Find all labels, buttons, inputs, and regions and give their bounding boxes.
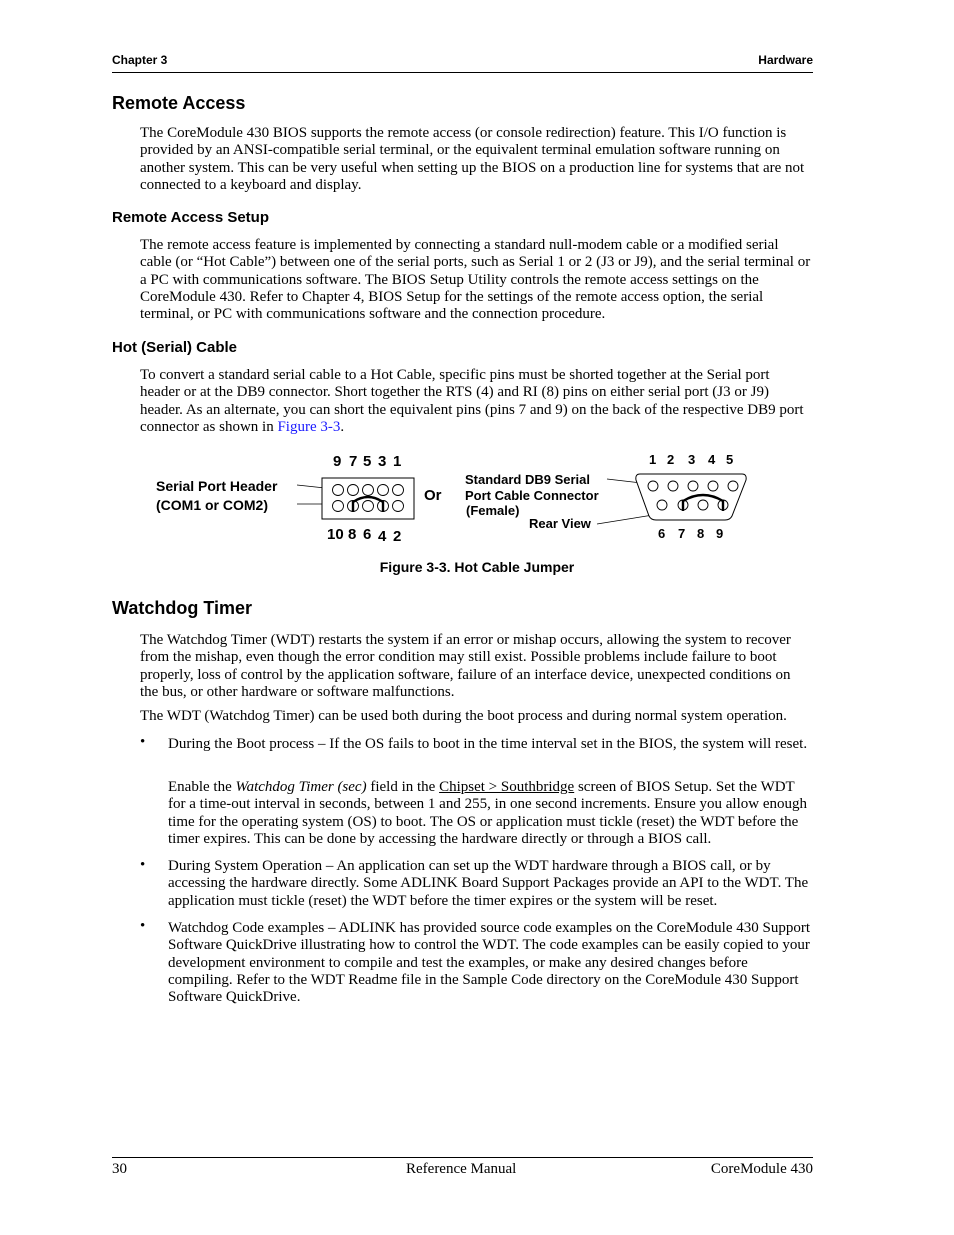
bullet-1-sub-text-b: field in the bbox=[366, 779, 440, 795]
bullet-2-text: During System Operation – An application can set up the WDT hardware through a BIOS call, or by accessing the hardware directly. Some ADLINK Board Support Packages provide an API to the WDT. The application must tickle (reset) the WDT before the timer expires or the system will be reset. bbox=[168, 858, 809, 909]
header-pin-9: 9 bbox=[333, 453, 342, 470]
header-section: Hardware bbox=[758, 53, 813, 67]
heading-remote-access-setup: Remote Access Setup bbox=[112, 209, 270, 226]
db9-pin-hole-3 bbox=[688, 481, 698, 491]
db9-pin-2: 2 bbox=[667, 452, 675, 467]
header-pin-hole-9 bbox=[333, 485, 344, 496]
header-pin-hole-3 bbox=[378, 485, 389, 496]
rear-view-leader-line bbox=[597, 515, 653, 524]
watchdog-paragraph-1: The Watchdog Timer (WDT) restarts the system if an error or mishap occurs, allowing the system to recover from the mishap, even though the error condition may still exist. Possible problems include failure to boot properly, loss of control by the application software, failure of an interface device, unexpected conditions on the bus, or other hardware or software malfunctions. bbox=[140, 632, 791, 700]
db9-pin-5: 5 bbox=[726, 452, 734, 467]
header-pin-hole-1 bbox=[393, 485, 404, 496]
header-pin-5: 5 bbox=[363, 453, 372, 470]
header-pin-6: 6 bbox=[363, 526, 372, 543]
header-label-line2: (COM1 or COM2) bbox=[156, 497, 268, 513]
header-leader-line-1 bbox=[297, 485, 325, 488]
db9-pin-9: 9 bbox=[716, 526, 724, 541]
rear-view-label: Rear View bbox=[529, 516, 591, 531]
header-pin-1: 1 bbox=[393, 453, 402, 470]
header-pin-3: 3 bbox=[378, 453, 387, 470]
footer-page-number: 30 bbox=[112, 1161, 127, 1177]
db9-pin-1: 1 bbox=[649, 452, 657, 467]
header-pin-hole-6 bbox=[363, 501, 374, 512]
hot-cable-paragraph bbox=[140, 367, 812, 436]
heading-remote-access: Remote Access bbox=[112, 93, 246, 113]
bullet-3-text: Watchdog Code examples – ADLINK has provided source code examples on the CoreModule 430 Support Software QuickDrive illustrating how to control the WDT. The code examples can be easily copied to your development environment to compile and test the examples, or make any desired changes before compiling. Refer to the WDT Readme file in the Sample Code directory on the CoreModule 430 Support Software QuickDrive. bbox=[168, 920, 810, 1006]
db9-label-line3: (Female) bbox=[466, 503, 520, 518]
header-pin-2: 2 bbox=[393, 528, 402, 545]
db9-pin-3: 3 bbox=[688, 452, 696, 467]
db9-pin-hole-1 bbox=[648, 481, 658, 491]
header-pin-hole-10 bbox=[333, 501, 344, 512]
header-chapter: Chapter 3 bbox=[112, 53, 168, 67]
bullet-1-subparagraph bbox=[168, 779, 814, 848]
header-pin-hole-2 bbox=[393, 501, 404, 512]
db9-pin-6: 6 bbox=[658, 526, 666, 541]
header-pin-10: 10 bbox=[327, 526, 344, 543]
db9-label-line1: Standard DB9 Serial bbox=[465, 472, 590, 487]
bullet-1-text: During the Boot process – If the OS fails to boot in the time interval set in the BIOS, the system will reset. bbox=[168, 736, 808, 752]
hot-cable-text-end: . bbox=[340, 418, 345, 435]
footer-doc-title: Reference Manual bbox=[406, 1161, 517, 1177]
chipset-southbridge-path: Chipset > Southbridge bbox=[439, 779, 575, 795]
remote-access-setup-paragraph: The remote access feature is implemented by connecting a standard null-modem cable or a modified serial cable (or “Hot Cable”) between one of the serial ports, such as Serial 1 or 2 (J3 or J9), and the serial terminal or a PC with communications software. The BIOS Setup Utility controls the remote access settings on the CoreModule 430. Refer to Chapter 4, BIOS Setup for the settings of the remote access option, the serial terminal, or PC with communications software and the connection procedure. bbox=[140, 237, 811, 323]
bullet-1-marker: • bbox=[140, 734, 146, 750]
db9-pin-hole-6 bbox=[657, 500, 667, 510]
header-label-line1: Serial Port Header bbox=[156, 478, 278, 494]
header-pin-4: 4 bbox=[378, 528, 387, 545]
db9-pin-8: 8 bbox=[697, 526, 705, 541]
page-footer bbox=[112, 1157, 813, 1182]
heading-hot-cable: Hot (Serial) Cable bbox=[112, 339, 238, 356]
bullet-3-marker: • bbox=[140, 918, 146, 934]
hot-cable-diagram bbox=[150, 448, 760, 548]
heading-watchdog-timer: Watchdog Timer bbox=[112, 598, 253, 618]
figure-3-3-link[interactable]: Figure 3-3 bbox=[277, 418, 341, 435]
bullet-2-marker: • bbox=[140, 857, 146, 873]
watchdog-field-name: Watchdog Timer (sec) bbox=[235, 779, 367, 795]
db9-pin-7: 7 bbox=[678, 526, 686, 541]
header-pin-8: 8 bbox=[348, 526, 357, 543]
page-header bbox=[112, 52, 813, 73]
db9-pin-hole-8 bbox=[698, 500, 708, 510]
bullet-1-sub-text-c: screen of BIOS Setup. Set the WDT for a time-out interval in seconds, between 1 and 255, in one second increments. Ensure you allow enough time for the operating system (OS) to boot. The OS or application must tickle (reset) the WDT before the timer expires. This can be done by accessing the hardware directly or through a BIOS call. bbox=[168, 779, 807, 847]
footer-product-name: CoreModule 430 bbox=[710, 1161, 813, 1177]
hot-cable-text: To convert a standard serial cable to a Hot Cable, specific pins must be shorted together at the Serial port header or at the DB9 connector. Short together the RTS (4) and RI (8) pins on either serial port (J3 or J9) header. As an alternate, you can short the equivalent pins (pins 7 and 9) on the back of the respective DB9 port connector as shown in bbox=[140, 367, 804, 435]
db9-pin-4: 4 bbox=[708, 452, 716, 467]
db9-label-line2: Port Cable Connector bbox=[465, 488, 599, 503]
db9-pin-hole-4 bbox=[708, 481, 718, 491]
watchdog-paragraph-2: The WDT (Watchdog Timer) can be used both during the boot process and during normal system operation. bbox=[140, 708, 787, 724]
header-pin-hole-5 bbox=[363, 485, 374, 496]
db9-pin-hole-5 bbox=[728, 481, 738, 491]
hot-cable-figure bbox=[150, 448, 760, 548]
or-label: Or bbox=[424, 487, 442, 504]
db9-pin-hole-2 bbox=[668, 481, 678, 491]
figure-caption: Figure 3-3. Hot Cable Jumper bbox=[379, 559, 575, 575]
header-pin-hole-7 bbox=[348, 485, 359, 496]
bullet-1-sub-text-a: Enable the bbox=[168, 779, 236, 795]
header-pin-7: 7 bbox=[349, 453, 358, 470]
remote-access-paragraph: The CoreModule 430 BIOS supports the remote access (or console redirection) feature. This I/O function is provided by an ANSI-compatible serial terminal, or the equivalent terminal emulation software running on another system. This can be very useful when setting up the BIOS on a production line for systems that are not connected to a keyboard and display. bbox=[140, 125, 805, 193]
